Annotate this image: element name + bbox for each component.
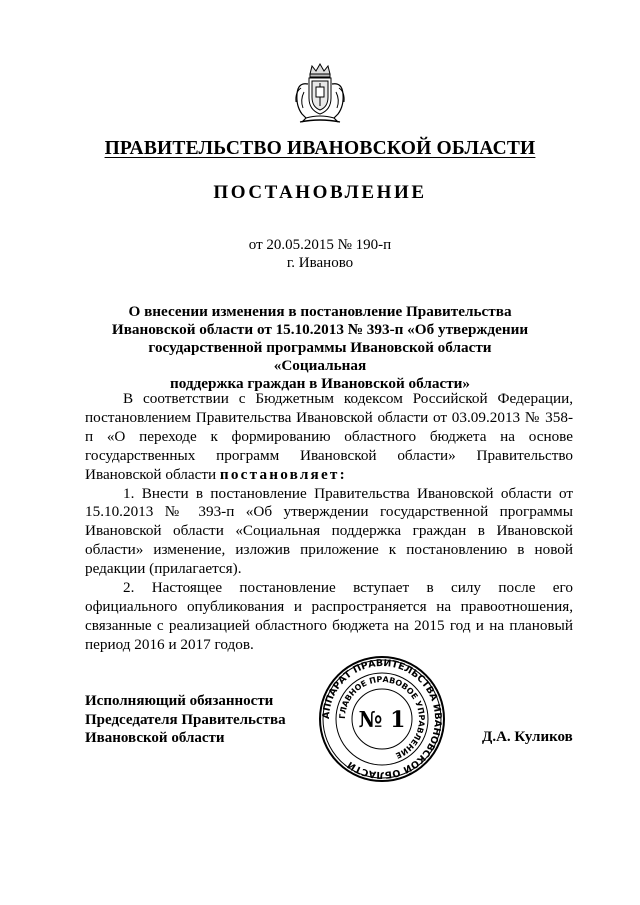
signatory-position [85,692,286,748]
document-body [85,390,573,655]
coat-of-arms-emblem [292,62,348,126]
preamble-text: В соответствии с Бюджетным кодексом Российской Федерации, постановлением Правительства Ивановской области от 03.09.2013 № 358-п «О переходе к формированию областного бюджета на основе государственных программ Ивановской области» Правительство Ивановской области [85,390,573,483]
document-type: ПОСТАНОВЛЕНИЕ [213,182,427,203]
item-1: 1. Внести в постановление Правительства Ивановской области от 15.10.2013 № 393-п «Об утверждении государственной программы Ивановской области «Социальная поддержка граждан в Ивановской области» изменение, изложив приложение к постановлению в новой редакции (прилагается). [85,484,573,578]
official-stamp [318,655,446,783]
stamp-number: № 1 [358,707,406,733]
stamp-seal-icon [318,655,446,783]
document-subject [110,303,530,393]
position-line: Председателя Правительства [85,711,286,728]
preamble-paragraph [85,390,573,485]
stamp-outer-text: АППАРАТ ПРАВИТЕЛЬСТВА ИВАНОВСКОЙ ОБЛАСТИ [320,657,444,781]
government-title: ПРАВИТЕЛЬСТВО ИВАНОВСКОЙ ОБЛАСТИ [104,138,536,159]
stamp-inner-text: ГЛАВНОЕ ПРАВОВОЕ УПРАВЛЕНИЕ [337,674,427,761]
subject-line: поддержка граждан в Ивановской области» [169,375,471,392]
city: г. Иваново [286,255,354,271]
signatory-name: Д.А. Куликов [482,729,573,745]
item-2: 2. Настоящее постановление вступает в силу после его официального опубликования и распространяется на правоотношения, связанные с реализацией областного бюджета на 2015 год и на плановый период 2016 и 2017 годов. [85,579,573,653]
coat-of-arms-icon [292,62,348,126]
decree-word: постановляет [219,465,340,483]
subject-line: государственной программы Ивановской области «Социальная [148,339,492,374]
decree-colon: : [339,465,347,483]
date-number: от 20.05.2015 № 190-п [248,237,392,253]
position-line: Исполняющий обязанности [85,693,274,709]
subject-line: О внесении изменения в постановление Правительства [128,303,512,320]
position-line: Ивановской области [85,730,225,747]
document-meta [0,236,640,272]
subject-line: Ивановской области от 15.10.2013 № 393-п «Об утверждении [111,321,529,338]
